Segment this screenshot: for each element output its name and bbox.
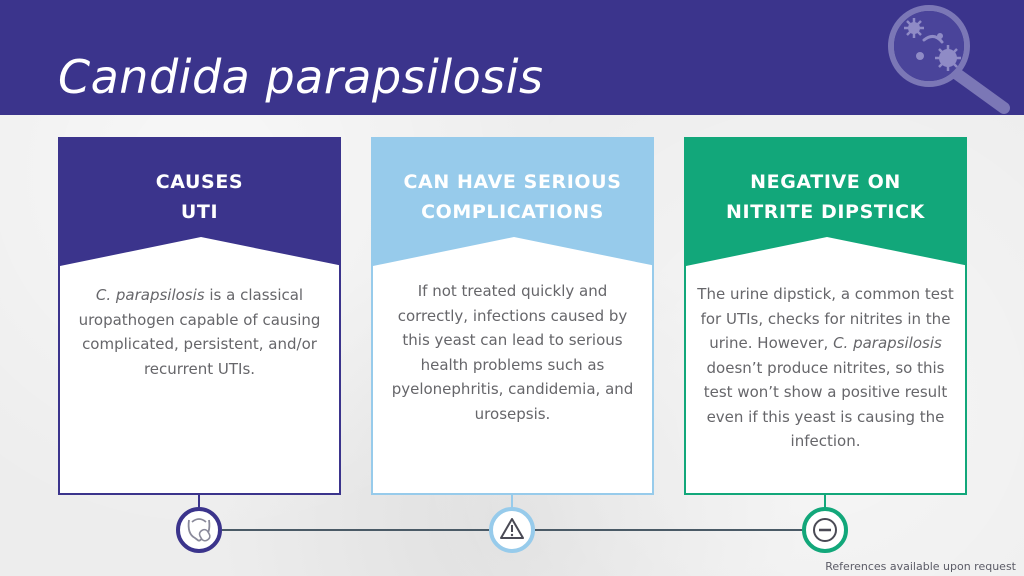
card-title: CAN HAVE SERIOUS COMPLICATIONS: [403, 171, 622, 223]
timeline: [0, 490, 1024, 560]
card-body-italic: C. parapsilosis: [833, 334, 942, 352]
card-causes-uti: [58, 137, 341, 495]
card-body-text: is a classical uropathogen capable of causing complicated, persistent, and/or recurrent UTIs.: [78, 286, 321, 378]
card-body-text: The urine dipstick, a common test for UTIs, checks for nitrites in the urine. However,: [697, 285, 954, 352]
minus-circle-icon: [804, 509, 846, 551]
card-header: [373, 139, 652, 267]
magnifier-microbe-icon: [854, 0, 1024, 115]
card-body: [383, 279, 642, 426]
card-title: NEGATIVE ON NITRITE DIPSTICK: [726, 171, 925, 223]
card-body: [70, 283, 329, 381]
bladder-pill-icon: [178, 509, 220, 551]
card-body-italic: C. parapsilosis: [95, 286, 205, 304]
card-title: CAUSES UTI: [155, 171, 244, 223]
card-body: [690, 282, 961, 454]
card-header: [60, 139, 339, 267]
card-body-text: doesn’t produce nitrites, so this test won’t show a positive result even if this yeast is causing the infection.: [703, 358, 948, 450]
card-negative-nitrite: [684, 137, 967, 495]
card-serious-complications: [371, 137, 654, 495]
card-body-text: If not treated quickly and correctly, infections caused by this yeast can lead to serious health problems such as pyelonephritis, candidemia, and urosepsis.: [391, 282, 634, 423]
warning-icon: [491, 509, 533, 551]
page-title: Candida parapsilosis: [58, 50, 544, 104]
card-header: [686, 139, 965, 267]
references-note: References available upon request: [825, 560, 1016, 573]
